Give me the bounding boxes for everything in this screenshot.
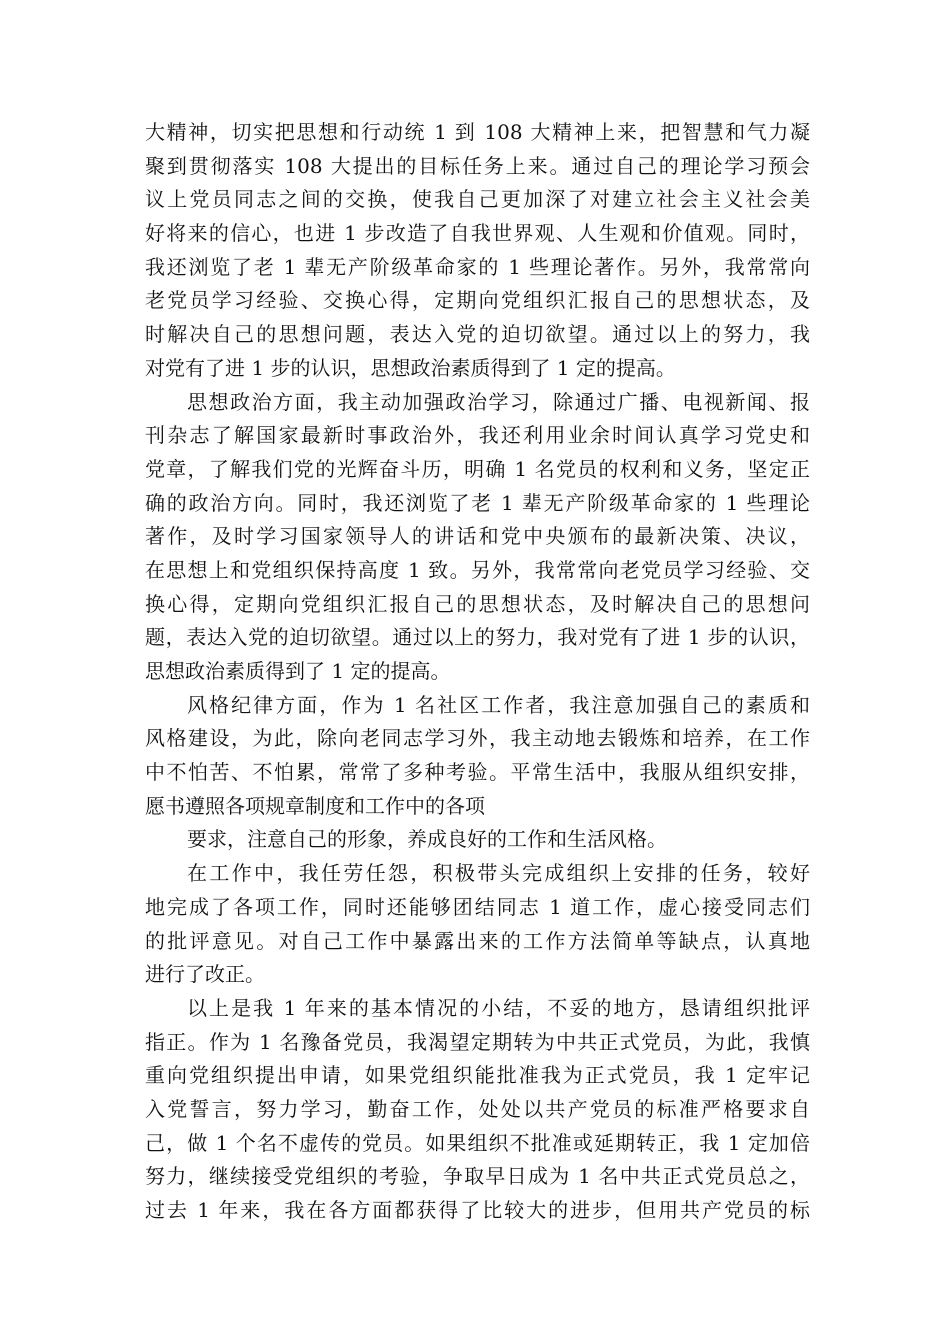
text-line: 风格纪律方面，作为 1 名社区工作者，我注意加强自己的素质和 [187, 692, 810, 717]
text-line: 刊杂志了解国家最新时事政治外，我还利用业余时间认真学习党史和 [145, 423, 810, 448]
text-line: 好将来的信心，也进 1 步改造了自我世界观、人生观和价值观。同时， [145, 221, 810, 246]
text-line: 以上是我 1 年来的基本情况的小结，不妥的地方，恳请组织批评 [187, 995, 810, 1020]
text-line: 思想政治方面，我主动加强政治学习，除通过广播、电视新闻、报 [187, 389, 810, 414]
text-line: 在思想上和党组织保持高度 1 致。另外，我常常向老党员学习经验、交 [145, 557, 810, 582]
text-line: 风格建设，为此，除向老同志学习外，我主动地去锻炼和培养，在工作 [145, 726, 810, 751]
text-line: 确的政治方向。同时，我还浏览了老 1 辈无产阶级革命家的 1 些理论 [145, 490, 810, 515]
text-line: 指正。作为 1 名豫备党员，我渴望定期转为中共正式党员，为此，我慎 [145, 1029, 810, 1054]
text-line: 入党誓言，努力学习，勤奋工作，处处以共产党员的标准严格要求自 [145, 1096, 810, 1121]
text-line: 大精神，切实把思想和行动统 1 到 108 大精神上来，把智慧和气力凝 [145, 120, 810, 144]
document-body [145, 116, 810, 1228]
text-line: 议上党员同志之间的交换，使我自己更加深了对建立社会主义社会美 [145, 187, 810, 212]
text-line: 我还浏览了老 1 辈无产阶级革命家的 1 些理论著作。另外，我常常向 [145, 254, 810, 279]
text-line: 地完成了各项工作，同时还能够团结同志 1 道工作，虚心接受同志们 [145, 894, 810, 919]
text-line: 老党员学习经验、交换心得，定期向党组织汇报自己的思想状态，及 [145, 288, 810, 313]
text-line: 进行了改正。 [145, 962, 265, 987]
text-line: 要求，注意自己的形象，养成良好的工作和生活风格。 [187, 827, 667, 852]
text-line: 对党有了进 1 步的认识，思想政治素质得到了 1 定的提高。 [145, 355, 676, 380]
text-line: 著作，及时学习国家领导人的讲话和党中央颁布的最新决策、决议， [145, 524, 810, 549]
text-line: 换心得，定期向党组织汇报自己的思想状态，及时解决自己的思想问 [145, 591, 810, 616]
text-line: 在工作中，我任劳任怨，积极带头完成组织上安排的任务，较好 [187, 861, 810, 886]
text-line: 思想政治素质得到了 1 定的提高。 [145, 659, 451, 683]
text-line: 中不怕苦、不怕累，常常了多种考验。平常生活中，我服从组织安排， [145, 760, 810, 785]
text-line: 党章，了解我们党的光辉奋斗历，明确 1 名党员的权利和义务，坚定正 [145, 456, 810, 481]
text-line: 己，做 1 个名不虚传的党员。如果组织不批准或延期转正，我 1 定加倍 [145, 1130, 810, 1155]
text-line: 愿书遵照各项规章制度和工作中的各项 [145, 793, 485, 818]
text-line: 题，表达入党的迫切欲望。通过以上的努力，我对党有了进 1 步的认识， [145, 625, 810, 650]
text-line: 的批评意见。对自己工作中暴露出来的工作方法简单等缺点，认真地 [145, 928, 810, 953]
text-line: 重向党组织提出申请，如果党组织能批准我为正式党员，我 1 定牢记 [145, 1063, 810, 1088]
text-line: 时解决自己的思想问题，表达入党的迫切欲望。通过以上的努力，我 [145, 322, 810, 347]
text-line: 努力，继续接受党组织的考验，争取早日成为 1 名中共正式党员总之， [145, 1164, 810, 1189]
text-line: 聚到贯彻落实 108 大提出的目标任务上来。通过自己的理论学习预会 [145, 153, 810, 178]
text-line: 过去 1 年来，我在各方面都获得了比较大的进步，但用共产党员的标 [145, 1198, 810, 1222]
